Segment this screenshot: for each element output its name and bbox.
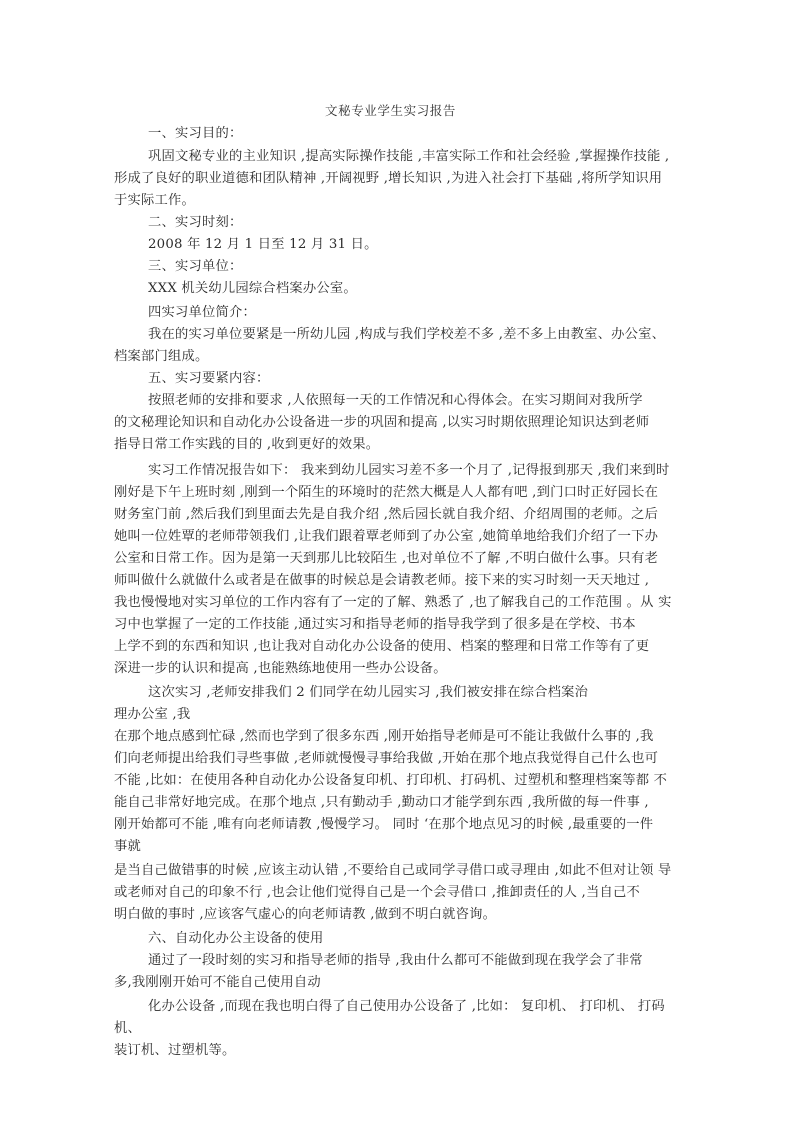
paragraph-line: 通过了一段时刻的实习和指导老师的指导 ,我由什么都可不能做到现在我学会了非常 [148,953,643,968]
paragraph-line: 档案部门组成。 [114,349,209,364]
section-heading: 三、实习单位： [148,259,243,274]
paragraph-line: 能自己非常好地完成。在那个地点 ,只有勤动手 ,勤动口才能学到东西 ,我所做的每一件事 , [114,795,649,810]
paragraph-line: 深进一步的认识和提高 ,也能熟练地使用一些办公设备。 [114,661,447,676]
paragraph-line: 指导日常工作实践的目的 ,收到更好的效果。 [114,437,380,452]
paragraph-line: 在那个地点感到忙碌 ,然而也学到了很多东西 ,刚开始指导老师是可不能让我做什么事的 ,我 [114,729,654,744]
paragraph-line: XXX 机关幼儿园综合档案办公室。 [148,281,357,296]
section-heading: 四实习单位简介： [148,305,256,320]
document-title: 文秘专业学生实习报告 [325,103,457,118]
paragraph-line: 事就 [114,839,141,854]
paragraph-line: 机、 [114,1021,141,1036]
paragraph-line: 实习工作情况报告如下： 我来到幼儿园实习差不多一个月了 ,记得报到那天 ,我们来到时 [148,463,670,478]
paragraph-line: 化办公设备 ,而现在我也明白得了自己使用办公设备了 ,比如： 复印机、 打印机、 打码 [148,999,665,1014]
paragraph-line: 财务室门前 ,然后我们到里面去先是自我介绍 ,然后园长就自我介绍、介绍周围的老师。之后 [114,507,659,522]
paragraph-line: 或老师对自己的印象不行 ,也会让他们觉得自己是一个会寻借口 ,推卸责任的人 ,当自己不 [114,885,640,900]
paragraph-line: 2008 年 12 月 1 日至 12 月 31 日。 [148,237,378,252]
paragraph-line: 师叫做什么就做什么或者是在做事的时候总是会请教老师。接下来的实习时刻一天天地过 , [114,573,650,588]
paragraph-line: 刚好是下午上班时刻 ,刚到一个陌生的环境时的茫然大概是人人都有吧 ,到门口时正好园长在 [114,485,659,500]
section-heading: 二、实习时刻： [148,215,243,230]
paragraph-line: 按照老师的安排和要求 ,人依照每一天的工作情况和心得体会。在实习期间对我所学 [148,393,643,408]
paragraph-line: 于实际工作。 [114,193,195,208]
paragraph-line: 不能 ,比如：在使用各种自动化办公设备复印机、打印机、打码机、过塑机和整理档案等都 不 [114,773,668,788]
paragraph-line: 巩固文秘专业的主业知识 ,提高实际操作技能 ,丰富实际工作和社会经验 ,掌握操作技能 , [148,149,670,164]
paragraph-line: 习中也掌握了一定的工作技能 ,通过实习和指导老师的指导我学到了很多是在学校、书本 [114,617,636,632]
paragraph-line: 我也慢慢地对实习单位的工作内容有了一定的了解、熟悉了 ,也了解我自己的工作范围 。从 实 [114,595,672,610]
section-heading: 一、实习目的： [148,126,243,141]
paragraph-line: 的文秘理论知识和自动化办公设备进一步的巩固和提高 ,以实习时期依照理论知识达到老师 [114,415,650,430]
paragraph-line: 装订机、过塑机等。 [114,1043,236,1058]
paragraph-line: 们向老师提出给我们寻些事做 ,老师就慢慢寻事给我做 ,开始在那个地点我觉得自己什么也可 [114,751,659,766]
paragraph-line: 上学不到的东西和知识 ,也让我对自动化办公设备的使用、档案的整理和日常工作等有了更 [114,639,650,654]
paragraph-line: 我在的实习单位要紧是一所幼儿园 ,构成与我们学校差不多 ,差不多上由教室、办公室、 [148,327,666,342]
paragraph-line: 刚开始都可不能 ,唯有向老师请教 ,慢慢学习。 同时 ‘在那个地点见习的时候 ,最重要的一件 [114,817,654,832]
paragraph-line: 这次实习 ,老师安排我们 2 们同学在幼儿园实习 ,我们被安排在综合档案治 [148,685,589,700]
paragraph-line: 公室和日常工作。因为是第一天到那儿比较陌生 ,也对单位不了解 ,不明白做什么事。只有老 [114,551,659,566]
paragraph-line: 形成了良好的职业道德和团队精神 ,开阔视野 ,增长知识 ,为进入社会打下基础 ,将所学知识用 [114,171,663,186]
section-heading: 五、实习要紧内容： [148,371,270,386]
section-heading: 六、自动化办公主设备的使用 [148,931,324,946]
paragraph-line: 明白做的事时 ,应该客气虚心的向老师请教 ,做到不明白就咨询。 [114,907,497,922]
paragraph-line: 是当自己做错事的时候 ,应该主动认错 ,不要给自己或同学寻借口或寻理由 ,如此不但对让领 导 [114,863,672,878]
paragraph-line: 理办公室 ,我 [114,707,191,722]
paragraph-line: 多,我刚刚开始可不能自己使用自动 [114,975,321,990]
paragraph-line: 她叫一位姓覃的老师带领我们 ,让我们跟着覃老师到了办公室 ,她简单地给我们介绍了一下办 [114,529,659,544]
